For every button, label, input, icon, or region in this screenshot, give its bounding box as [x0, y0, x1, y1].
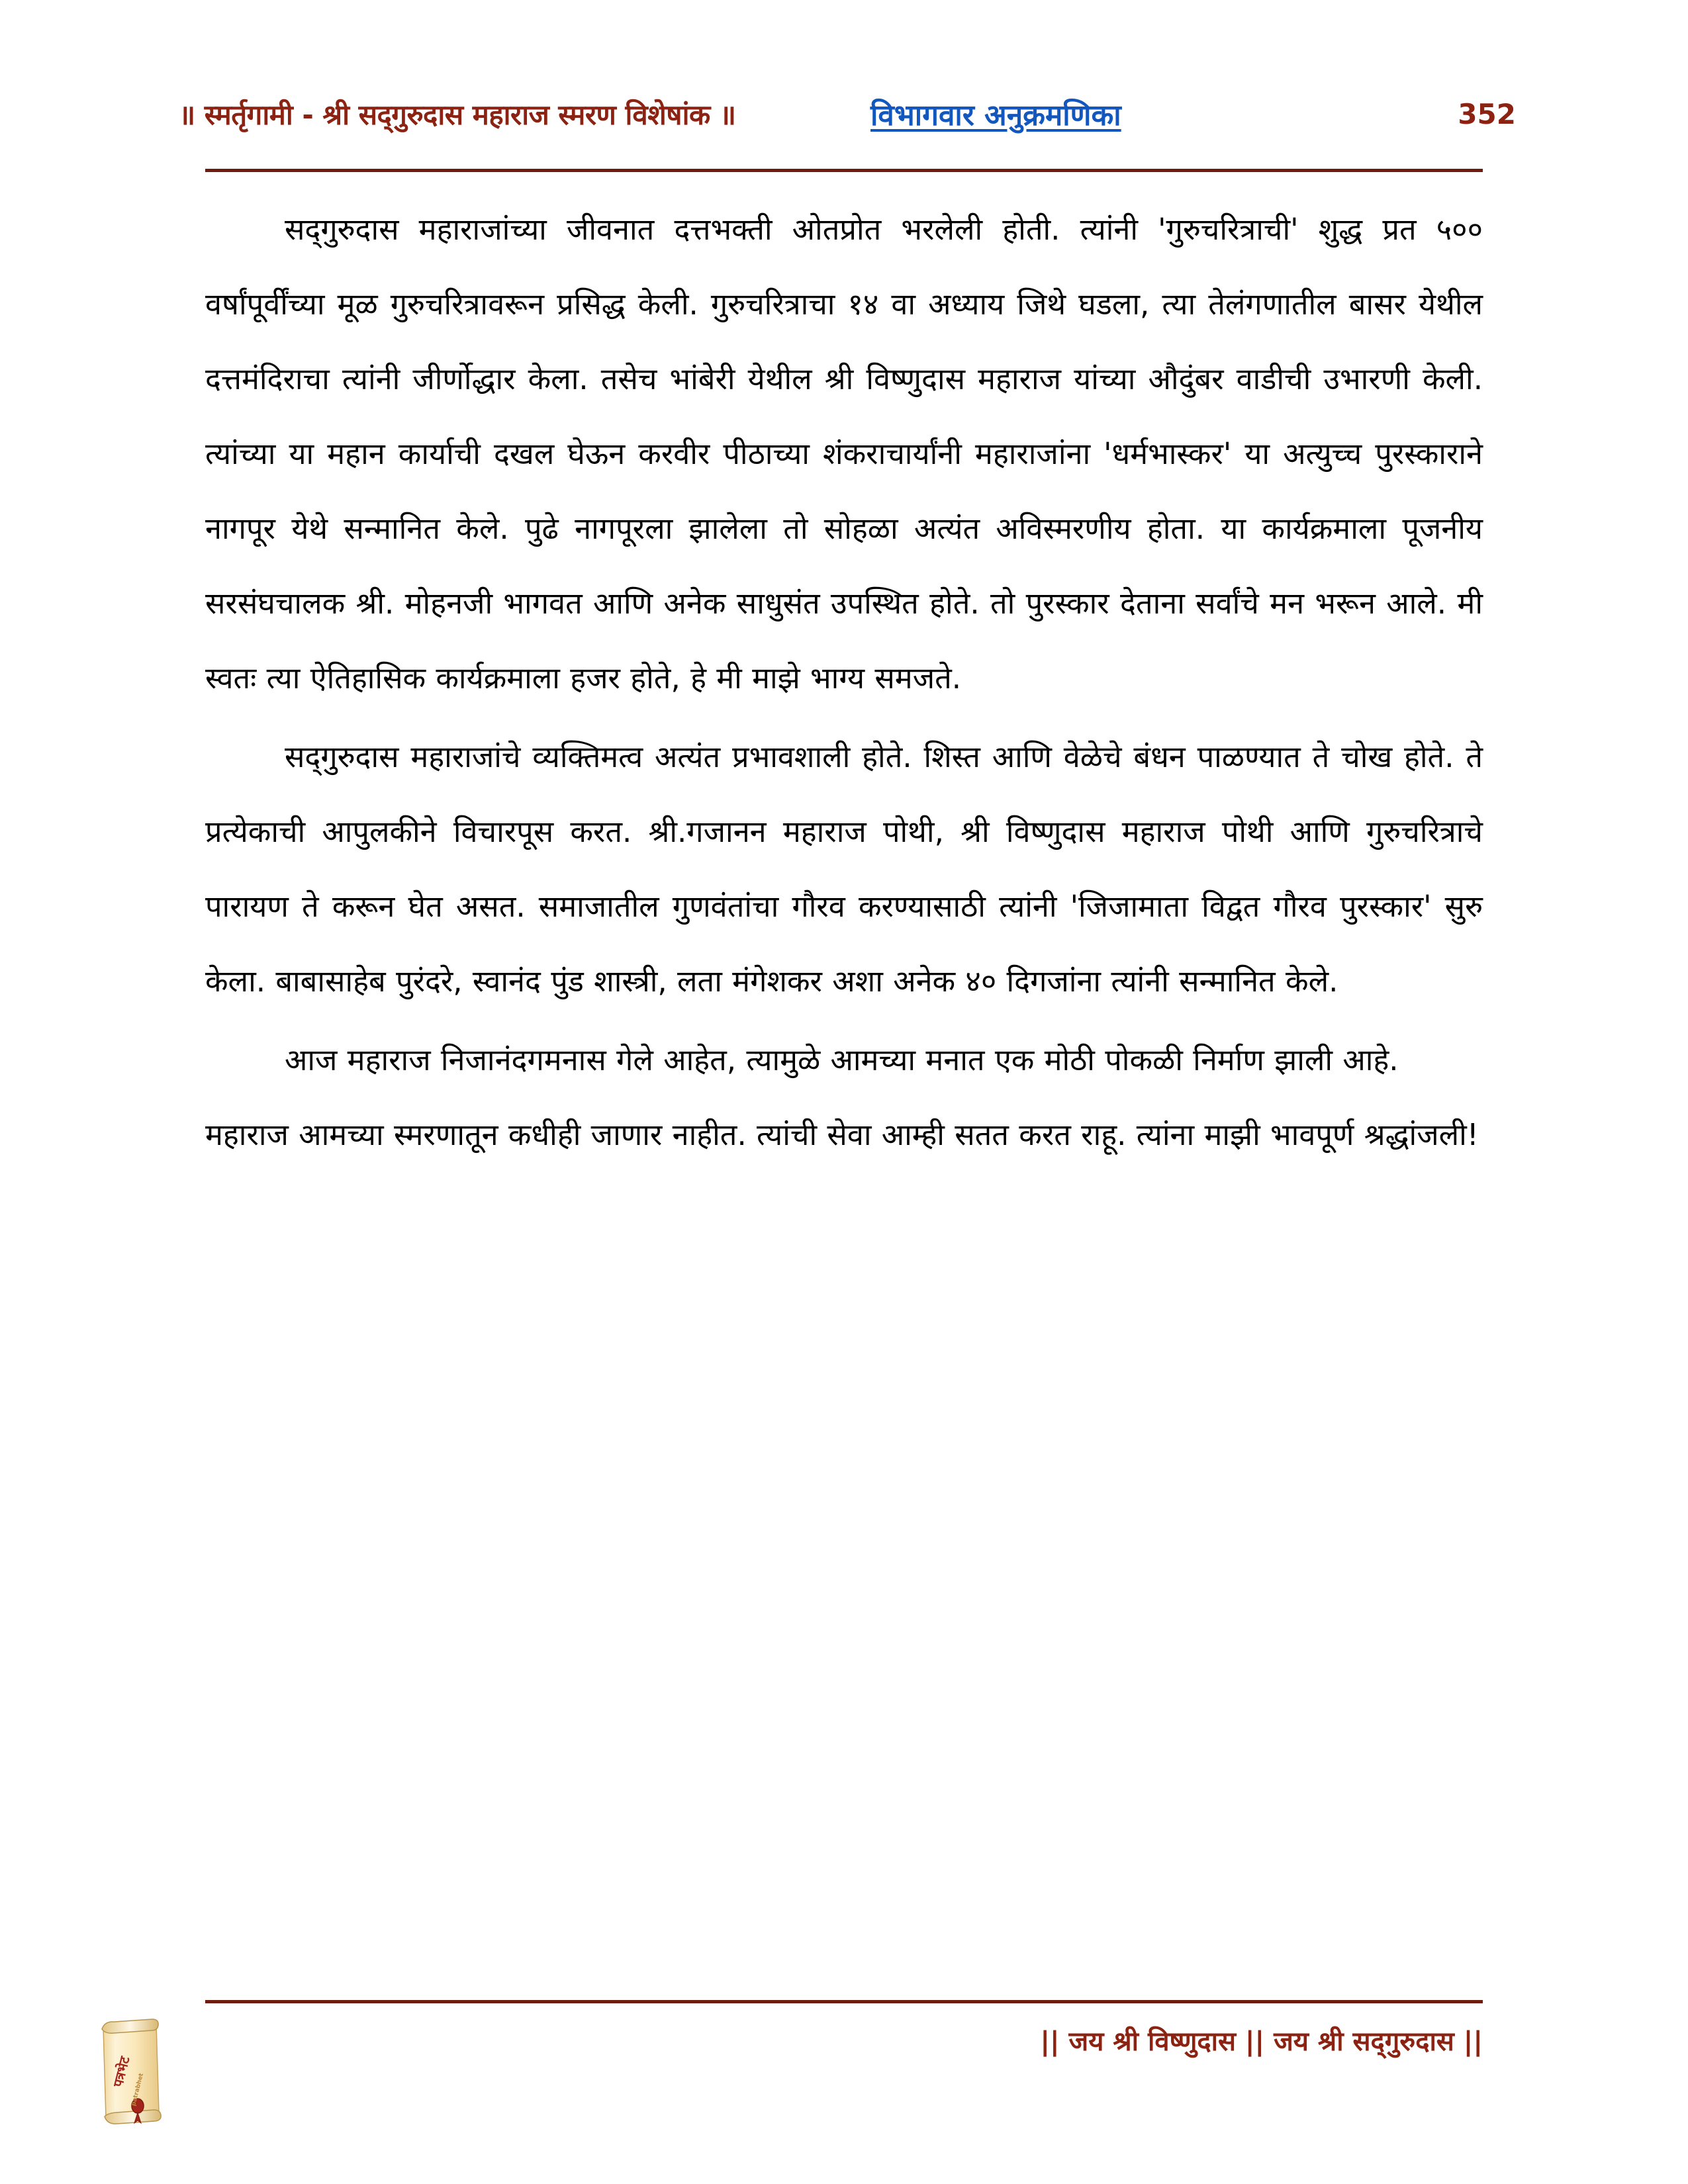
document-body: [205, 192, 1483, 1176]
patrabhet-scroll-logo: [93, 2012, 172, 2131]
paragraph-1: सद्‌गुरुदास महाराजांच्या जीवनात दत्तभक्ती ओतप्रोत भरलेली होती. त्यांनी 'गुरुचरित्राची' शुद्ध प्रत ५०० वर्षांपूर्वींच्या मूळ गुरुचरित्रावरून प्रसिद्ध केली. गुरुचरित्राचा १४ वा अध्याय जिथे घडला, त्या तेलंगणातील बासर येथील दत्तमंदिराचा त्यांनी जीर्णोद्धार केला. तसेच भांबेरी येथील श्री विष्णुदास महाराज यांच्या औदुंबर वाडीची उभारणी केली. त्यांच्या या महान कार्याची दखल घेऊन करवीर पीठाच्या शंकराचार्यांनी महाराजांना 'धर्मभास्कर' या अत्युच्च पुरस्काराने नागपूर येथे सन्मानित केले. पुढे नागपूरला झालेला तो सोहळा अत्यंत अविस्मरणीय होता. या कार्यक्रमाला पूजनीय सरसंघचालक श्री. मोहनजी भागवत आणि अनेक साधुसंत उपस्थित होते. तो पुरस्कार देताना सर्वांचे मन भरून आले. मी स्वतः त्या ऐतिहासिक कार्यक्रमाला हजर होते, हे मी माझे भाग्य समजते.: [205, 212, 1483, 696]
paragraph-2: सद्‌गुरुदास महाराजांचे व्यक्तिमत्व अत्यंत प्रभावशाली होते. शिस्त आणि वेळेचे बंधन पाळण्यात ते चोख होते. ते प्रत्येकाची आपुलकीने विचारपूस करत. श्री.गजानन महाराज पोथी, श्री विष्णुदास महाराज पोथी आणि गुरुचरित्राचे पारायण ते करून घेत असत. समाजातील गुणवंतांचा गौरव करण्यासाठी त्यांनी 'जिजामाता विद्वत गौरव पुरस्कार' सुरु केला. बाबासाहेब पुरंदरे, स्वानंद पुंड शास्त्री, लता मंगेशकर अशा अनेक ४० दिगजांना त्यांनी सन्मानित केले.: [205, 739, 1483, 999]
header-title: ॥ स्मर्तृगामी - श्री सद्‌गुरुदास महाराज स्मरण विशेषांक ॥: [179, 99, 736, 131]
scroll-icon: [93, 2012, 172, 2131]
page-header-inner: [86, 86, 1602, 159]
paragraph-3: आज महाराज निजानंदगमनास गेले आहेत, त्यामुळे आमच्या मनात एक मोठी पोकळी निर्माण झाली आहे. महाराज आमच्या स्मरणातून कधीही जाणार नाहीत. त्यांची सेवा आम्ही सतत करत राहू. त्यांना माझी भावपूर्ण श्रद्धांजली!: [205, 1042, 1479, 1152]
footer-divider: [205, 2000, 1483, 2003]
logo-sublabel: patrabhet: [130, 2072, 146, 2107]
page-header: [0, 86, 1688, 159]
page-number: 352: [1458, 98, 1516, 130]
header-divider: [205, 169, 1483, 172]
logo-label: पत्रभेट: [109, 2054, 133, 2089]
index-link[interactable]: विभागवार अनुक्रमणिका: [870, 99, 1121, 132]
footer-salutation: || जय श्री विष्णुदास || जय श्री सद्‌गुरुदास ||: [1040, 2026, 1483, 2057]
